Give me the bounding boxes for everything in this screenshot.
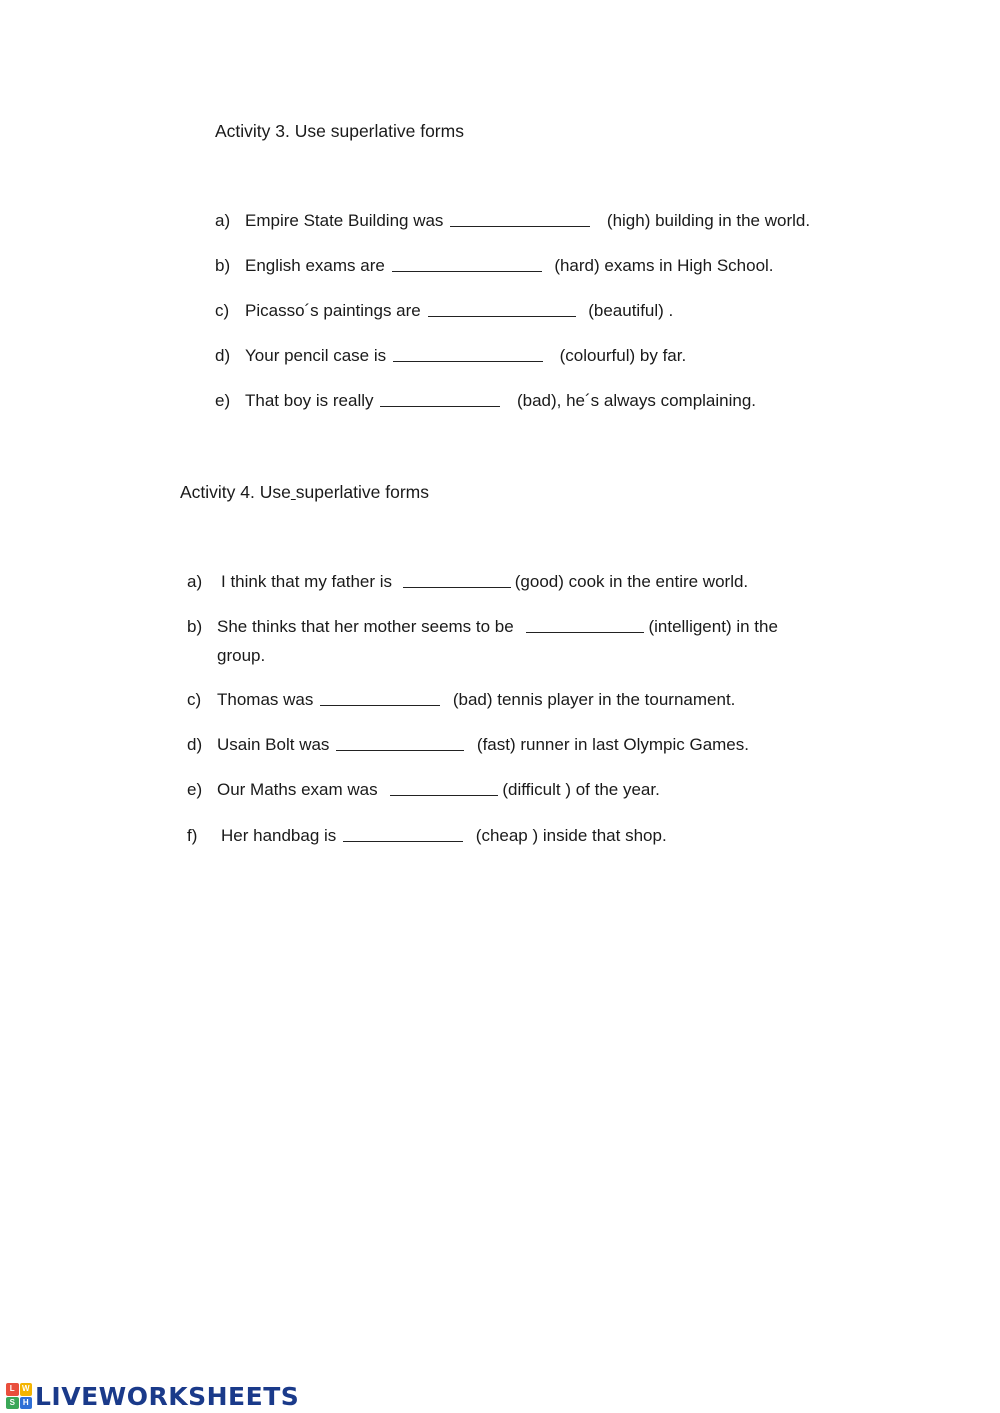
item-text-before: That boy is really: [245, 391, 374, 410]
answer-blank[interactable]: [392, 255, 542, 272]
item-label: b): [187, 617, 203, 636]
answer-input[interactable]: [336, 737, 464, 753]
logo-tile: H: [20, 1397, 33, 1410]
answer-input[interactable]: [393, 348, 543, 364]
answer-input[interactable]: [390, 782, 498, 798]
answer-input[interactable]: [450, 213, 590, 229]
item-text-after: (high) building in the world.: [606, 211, 811, 230]
item-text-before: English exams are: [245, 256, 385, 275]
item-text-before: Our Maths exam was: [217, 780, 378, 799]
item-label: f): [187, 826, 198, 845]
activity-4-title: [180, 481, 429, 503]
item-label: e): [215, 391, 231, 410]
answer-blank[interactable]: [450, 210, 590, 227]
logo-tile: W: [20, 1383, 33, 1396]
logo-tile: L: [6, 1383, 19, 1396]
item-text-before: Usain Bolt was: [217, 735, 330, 754]
item-text-before: Picasso´s paintings are: [245, 301, 421, 320]
activity-4-title-b: superlative forms: [295, 482, 429, 502]
item-text-after: (beautiful) .: [588, 301, 674, 320]
answer-input[interactable]: [403, 574, 511, 590]
item-text-after: (bad), he´s always complaining.: [516, 391, 757, 410]
item-text-after: (fast) runner in last Olympic Games.: [476, 735, 749, 754]
answer-blank[interactable]: [320, 689, 440, 706]
brand-name: LIVEWORKSHEETS: [35, 1381, 300, 1411]
item-label: b): [215, 256, 231, 275]
answer-blank[interactable]: [336, 734, 464, 751]
item-label: c): [215, 301, 230, 320]
logo-tile: S: [6, 1397, 19, 1410]
activity-4-item-e: [187, 779, 660, 801]
item-text-before: I think that my father is: [221, 572, 393, 591]
answer-blank[interactable]: [393, 345, 543, 362]
item-text-after: (colourful) by far.: [559, 346, 687, 365]
item-label: a): [215, 211, 231, 230]
answer-input[interactable]: [428, 303, 576, 319]
activity-3-item-b: [215, 255, 774, 277]
item-label: d): [215, 346, 231, 365]
item-text-after: (good) cook in the entire world.: [514, 572, 749, 591]
answer-input[interactable]: [526, 619, 644, 635]
activity-3-item-d: [215, 345, 686, 367]
item-label: e): [187, 780, 203, 799]
item-text-before: She thinks that her mother seems to be: [217, 617, 514, 636]
activity-4-item-a: [187, 571, 748, 593]
item-label: c): [187, 690, 202, 709]
liveworksheets-icon: [6, 1383, 32, 1409]
item-text-before: Your pencil case is: [245, 346, 387, 365]
answer-input[interactable]: [343, 828, 463, 844]
item-text-after: (difficult ) of the year.: [502, 780, 660, 799]
answer-blank[interactable]: [428, 300, 576, 317]
item-text-before: Empire State Building was: [245, 211, 444, 230]
activity-4-item-b-continued: group.: [217, 646, 266, 665]
answer-input[interactable]: [380, 393, 500, 409]
answer-blank[interactable]: [343, 825, 463, 842]
item-text-after: (cheap ) inside that shop.: [475, 826, 667, 845]
item-text-before: Thomas was: [217, 690, 314, 709]
item-text-after: (intelligent) in the: [648, 617, 778, 636]
item-label: a): [187, 572, 203, 591]
activity-3-item-a: [215, 210, 810, 232]
activity-3-item-c: [215, 300, 673, 322]
activity-4-title-a: Activity 4. Use: [180, 482, 291, 502]
answer-blank[interactable]: [380, 390, 500, 407]
activity-4-item-c: [187, 689, 735, 711]
item-label: d): [187, 735, 203, 754]
liveworksheets-logo: [6, 1381, 299, 1411]
item-text-after: (bad) tennis player in the tournament.: [452, 690, 736, 709]
activity-4-item-f: [187, 825, 667, 847]
answer-input[interactable]: [392, 258, 542, 274]
answer-input[interactable]: [320, 692, 440, 708]
item-text-after: (hard) exams in High School.: [554, 256, 774, 275]
answer-blank[interactable]: [403, 571, 511, 588]
activity-4-item-d: [187, 734, 749, 756]
answer-blank[interactable]: [390, 779, 498, 796]
activity-3-item-e: [215, 390, 756, 412]
activity-3-title: Activity 3. Use superlative forms: [215, 121, 464, 141]
answer-blank[interactable]: [526, 616, 644, 633]
item-text-before: Her handbag is: [221, 826, 337, 845]
activity-4-item-b: [187, 616, 778, 638]
